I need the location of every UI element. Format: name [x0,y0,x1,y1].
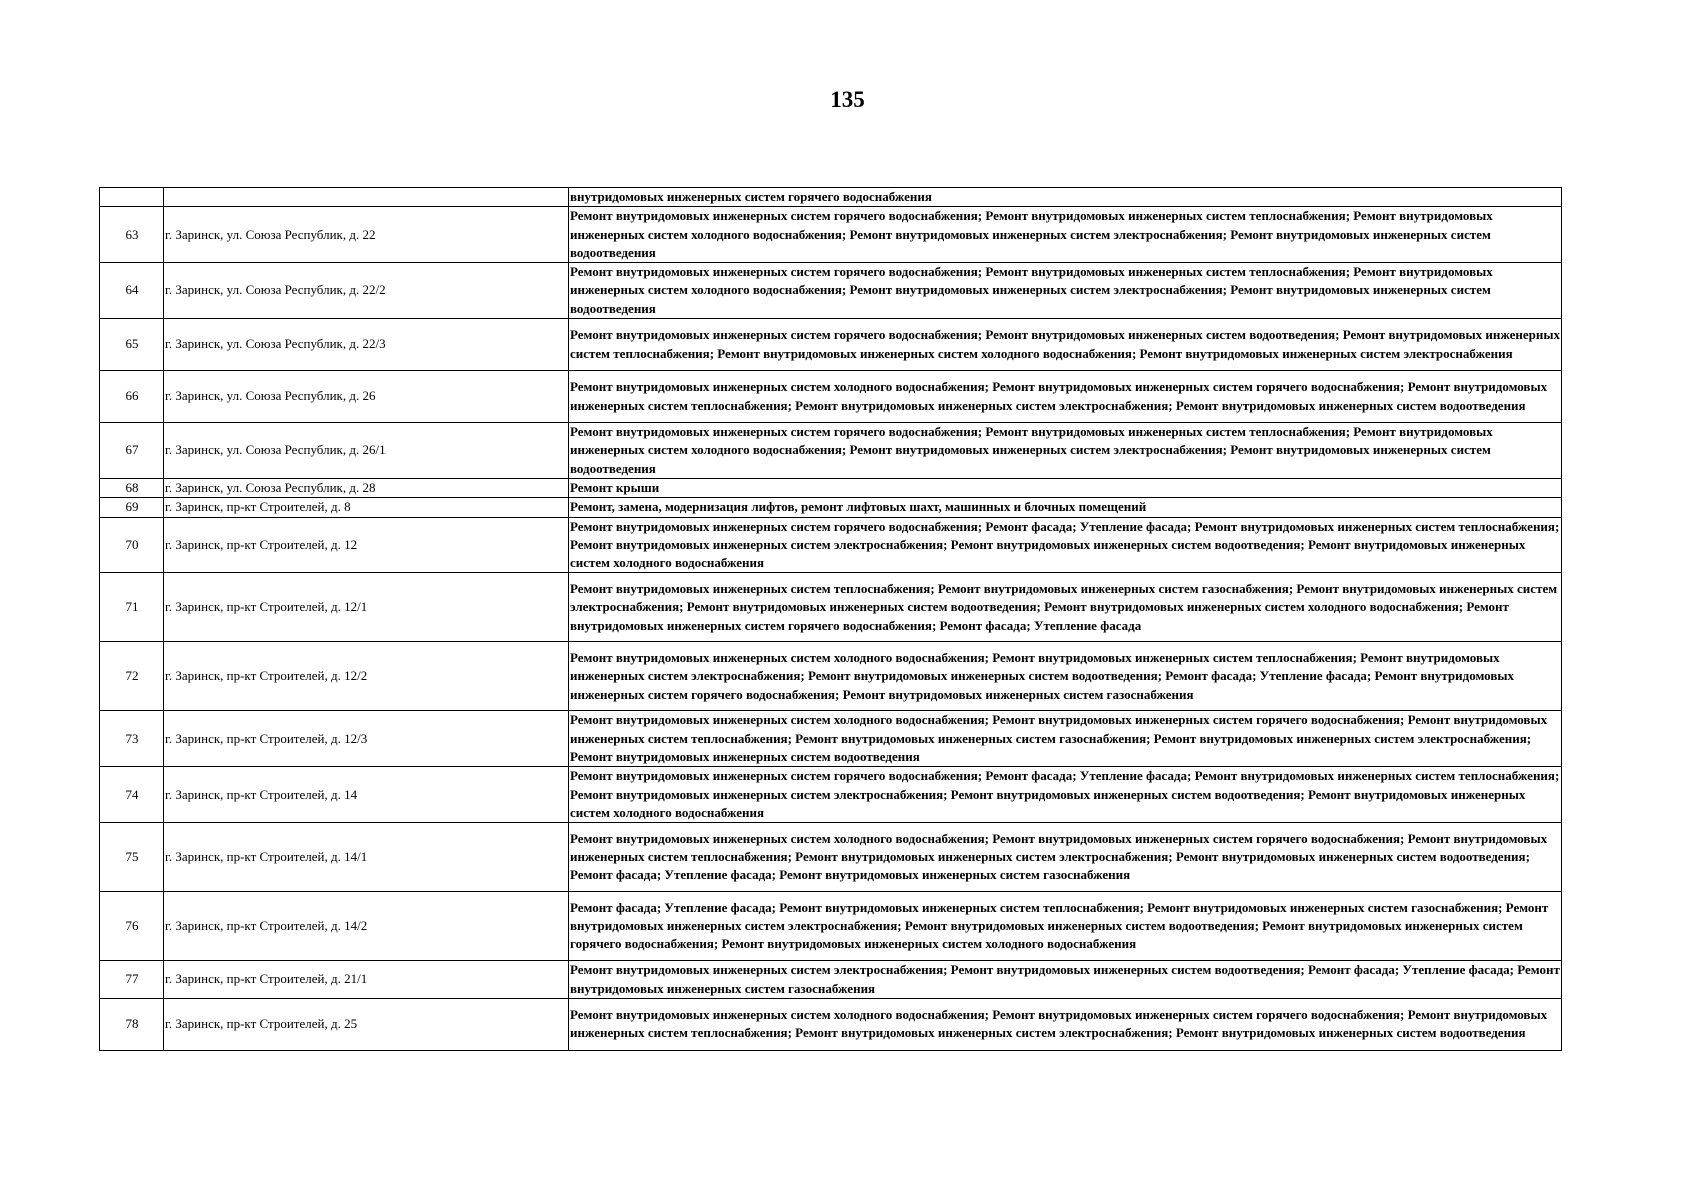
row-number: 71 [100,573,164,642]
row-address: г. Заринск, пр-кт Строителей, д. 14 [164,767,569,823]
row-address: г. Заринск, пр-кт Строителей, д. 12/3 [164,711,569,767]
row-address: г. Заринск, пр-кт Строителей, д. 14/1 [164,823,569,892]
row-number: 72 [100,642,164,711]
page-number: 135 [830,87,865,112]
row-works: Ремонт внутридомовых инженерных систем горячего водоснабжения; Ремонт фасада; Утепление фасада; Ремонт внутридомовых инженерных систем теплоснабжения; Ремонт внутридомовых инженерных систем электроснабжения; Ремонт внутридомовых инженерных систем водоотведения; Ремонт внутридомовых инженерных систем холодного водоснабжения [569,767,1562,823]
row-number: 66 [100,371,164,423]
row-address: г. Заринск, пр-кт Строителей, д. 12 [164,517,569,573]
row-address: г. Заринск, пр-кт Строителей, д. 25 [164,998,569,1050]
row-works: Ремонт внутридомовых инженерных систем теплоснабжения; Ремонт внутридомовых инженерных систем газоснабжения; Ремонт внутридомовых инженерных систем электроснабжения; Ремонт внутридомовых инженерных систем водоотведения; Ремонт внутридомовых инженерных систем холодного водоснабжения; Ремонт внутридомовых инженерных систем горячего водоснабжения; Ремонт фасада; Утепление фасада [569,573,1562,642]
table-row [100,961,1562,999]
table-row [100,517,1562,573]
row-address [164,188,569,207]
row-number: 70 [100,517,164,573]
table-row [100,892,1562,961]
table-row [100,478,1562,497]
table-row [100,371,1562,423]
row-number: 74 [100,767,164,823]
row-works: Ремонт внутридомовых инженерных систем горячего водоснабжения; Ремонт внутридомовых инженерных систем теплоснабжения; Ремонт внутридомовых инженерных систем холодного водоснабжения; Ремонт внутридомовых инженерных систем электроснабжения; Ремонт внутридомовых инженерных систем водоотведения [569,423,1562,479]
row-works: Ремонт внутридомовых инженерных систем горячего водоснабжения; Ремонт внутридомовых инженерных систем водоотведения; Ремонт внутридомовых инженерных систем теплоснабжения; Ремонт внутридомовых инженерных систем холодного водоснабжения; Ремонт внутридомовых инженерных систем электроснабжения [569,319,1562,371]
table-row [100,642,1562,711]
row-number: 77 [100,961,164,999]
row-works: Ремонт внутридомовых инженерных систем холодного водоснабжения; Ремонт внутридомовых инженерных систем горячего водоснабжения; Ремонт внутридомовых инженерных систем теплоснабжения; Ремонт внутридомовых инженерных систем электроснабжения; Ремонт внутридомовых инженерных систем водоотведения [569,998,1562,1050]
row-works: Ремонт внутридомовых инженерных систем горячего водоснабжения; Ремонт внутридомовых инженерных систем теплоснабжения; Ремонт внутридомовых инженерных систем холодного водоснабжения; Ремонт внутридомовых инженерных систем электроснабжения; Ремонт внутридомовых инженерных систем водоотведения [569,263,1562,319]
row-works: Ремонт внутридомовых инженерных систем холодного водоснабжения; Ремонт внутридомовых инженерных систем горячего водоснабжения; Ремонт внутридомовых инженерных систем теплоснабжения; Ремонт внутридомовых инженерных систем электроснабжения; Ремонт внутридомовых инженерных систем водоотведения [569,371,1562,423]
row-number: 73 [100,711,164,767]
row-number: 69 [100,498,164,517]
row-address: г. Заринск, ул. Союза Республик, д. 26 [164,371,569,423]
row-number [100,188,164,207]
table-row [100,207,1562,263]
table-row [100,573,1562,642]
row-number: 67 [100,423,164,479]
row-address: г. Заринск, ул. Союза Республик, д. 22/3 [164,319,569,371]
row-address: г. Заринск, ул. Союза Республик, д. 22/2 [164,263,569,319]
works-table-body [100,188,1562,1051]
row-works: Ремонт внутридомовых инженерных систем холодного водоснабжения; Ремонт внутридомовых инженерных систем горячего водоснабжения; Ремонт внутридомовых инженерных систем теплоснабжения; Ремонт внутридомовых инженерных систем электроснабжения; Ремонт внутридомовых инженерных систем водоотведения; Ремонт фасада; Утепление фасада; Ремонт внутридомовых инженерных систем газоснабжения [569,823,1562,892]
row-address: г. Заринск, пр-кт Строителей, д. 8 [164,498,569,517]
table-row [100,823,1562,892]
table-row [100,319,1562,371]
table-row [100,263,1562,319]
table-row [100,711,1562,767]
row-address: г. Заринск, пр-кт Строителей, д. 21/1 [164,961,569,999]
table-row [100,188,1562,207]
row-works: Ремонт, замена, модернизация лифтов, ремонт лифтовых шахт, машинных и блочных помещений [569,498,1562,517]
row-number: 68 [100,478,164,497]
row-address: г. Заринск, ул. Союза Республик, д. 26/1 [164,423,569,479]
row-address: г. Заринск, пр-кт Строителей, д. 14/2 [164,892,569,961]
row-works: Ремонт внутридомовых инженерных систем горячего водоснабжения; Ремонт фасада; Утепление фасада; Ремонт внутридомовых инженерных систем теплоснабжения; Ремонт внутридомовых инженерных систем электроснабжения; Ремонт внутридомовых инженерных систем водоотведения; Ремонт внутридомовых инженерных систем холодного водоснабжения [569,517,1562,573]
row-works: Ремонт внутридомовых инженерных систем холодного водоснабжения; Ремонт внутридомовых инженерных систем горячего водоснабжения; Ремонт внутридомовых инженерных систем теплоснабжения; Ремонт внутридомовых инженерных систем газоснабжения; Ремонт внутридомовых инженерных систем электроснабжения; Ремонт внутридомовых инженерных систем водоотведения [569,711,1562,767]
works-table [99,187,1562,1051]
row-works: Ремонт внутридомовых инженерных систем электроснабжения; Ремонт внутридомовых инженерных систем водоотведения; Ремонт фасада; Утепление фасада; Ремонт внутридомовых инженерных систем газоснабжения [569,961,1562,999]
row-works: Ремонт фасада; Утепление фасада; Ремонт внутридомовых инженерных систем теплоснабжения; Ремонт внутридомовых инженерных систем газоснабжения; Ремонт внутридомовых инженерных систем электроснабжения; Ремонт внутридомовых инженерных систем водоотведения; Ремонт внутридомовых инженерных систем горячего водоснабжения; Ремонт внутридомовых инженерных систем холодного водоснабжения [569,892,1562,961]
row-address: г. Заринск, пр-кт Строителей, д. 12/1 [164,573,569,642]
row-works: внутридомовых инженерных систем горячего водоснабжения [569,188,1562,207]
table-row [100,998,1562,1050]
row-address: г. Заринск, пр-кт Строителей, д. 12/2 [164,642,569,711]
row-number: 76 [100,892,164,961]
row-address: г. Заринск, ул. Союза Республик, д. 22 [164,207,569,263]
table-row [100,498,1562,517]
row-works: Ремонт внутридомовых инженерных систем горячего водоснабжения; Ремонт внутридомовых инженерных систем теплоснабжения; Ремонт внутридомовых инженерных систем холодного водоснабжения; Ремонт внутридомовых инженерных систем электроснабжения; Ремонт внутридомовых инженерных систем водоотведения [569,207,1562,263]
row-works: Ремонт внутридомовых инженерных систем холодного водоснабжения; Ремонт внутридомовых инженерных систем теплоснабжения; Ремонт внутридомовых инженерных систем электроснабжения; Ремонт внутридомовых инженерных систем водоотведения; Ремонт фасада; Утепление фасада; Ремонт внутридомовых инженерных систем горячего водоснабжения; Ремонт внутридомовых инженерных систем газоснабжения [569,642,1562,711]
table-row [100,423,1562,479]
row-number: 75 [100,823,164,892]
row-number: 63 [100,207,164,263]
row-number: 65 [100,319,164,371]
row-number: 64 [100,263,164,319]
row-number: 78 [100,998,164,1050]
row-address: г. Заринск, ул. Союза Республик, д. 28 [164,478,569,497]
table-row [100,767,1562,823]
row-works: Ремонт крыши [569,478,1562,497]
